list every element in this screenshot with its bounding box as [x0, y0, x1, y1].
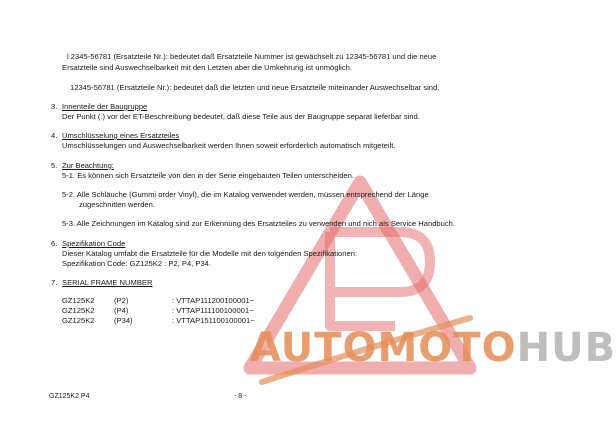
serial-row-2-model: GZ125K2: [62, 306, 95, 315]
section-5-title: Zur Beachtung:: [62, 161, 114, 170]
section-6-number: 6.: [51, 239, 58, 248]
page-number: - 8 -: [234, 393, 247, 400]
serial-row-1-model: GZ125K2: [62, 296, 95, 305]
serial-row-2-code: (P4): [114, 306, 129, 315]
intro-line-3: 12345-56781 (Ersatzteile Nr.): bedeutet daß die letzten und neue Ersatzteile miteinander Auswechselbar sind.: [70, 83, 440, 92]
section-7-number: 7.: [51, 278, 58, 287]
watermark-text: [250, 325, 616, 371]
serial-row-3-model: GZ125K2: [62, 316, 95, 325]
serial-row-2-serial: : VTTAP111100100001~: [172, 306, 254, 315]
intro-line-2: Ersatzteile sind Auswechselbarkeit mit den Letzten aber die Umkehrung ist unmöglich.: [62, 63, 352, 72]
section-4-number: 4.: [51, 131, 58, 140]
footer-model: GZ125K2 P4: [49, 393, 90, 400]
section-6-title: Spezifikation Code: [62, 239, 126, 248]
serial-row-1-code: (P2): [114, 296, 129, 305]
section-5-para-1: 5-1. Es können sich Ersatzteile von den in der Serie eingebauten Teilen unterscheiden.: [62, 171, 354, 180]
section-3-body: Der Punkt (.) vor der ET-Beschreibung bedeutet, daß diese Teile aus der Baugruppe separat lieferbar sind.: [62, 112, 420, 121]
section-5-number: 5.: [51, 161, 58, 170]
section-4-body: Umschlüsselungen und Auswechselbarkeit werden Ihnen soweit erforderlich automatisch mitgeteilt.: [62, 141, 396, 150]
watermark-hub: HUB: [516, 325, 616, 371]
watermark-auto: AUTO: [250, 325, 378, 371]
section-7-title: SERIAL FRAME NUMBER: [62, 278, 153, 287]
intro-line-1: l 2345-56781 (Ersatzteile Nr.): bedeutet daß Ersatzteile Nummer ist gewächselt zu 12345-56781 und die neue: [67, 52, 437, 61]
section-3-number: 3.: [51, 102, 58, 111]
section-3-title: Innenteile der Baugruppe: [62, 102, 148, 111]
watermark-moto: MOTO: [377, 325, 517, 371]
serial-row-3-code: (P34): [114, 316, 133, 325]
section-6-body-1: Dieser Katalog umfabt die Ersatzteile für die Modelle mit den tolgenden Spezifikationen:: [62, 249, 358, 258]
section-5-para-3: 5-3. Alle Zeichnungen im Katalog sind zur Erkennung des Ersatzteiles zu verwenden und nich als Service Handbuch.: [62, 219, 455, 228]
section-5-para-2b: zugeschnitten werden.: [79, 200, 155, 209]
serial-row-1-serial: : VTTAP111200100001~: [172, 296, 255, 305]
serial-row-3-serial: : VTTAP151100100001~: [172, 316, 255, 325]
section-5-para-2a: 5-2. Alle Schläuche (Gummi order Vinyl), die im Katalog verwendet werden, müssen entsprechend der Länge: [62, 190, 429, 199]
section-6-body-2: Spezifikation Code: GZ125K2 : P2, P4, P34.: [62, 259, 212, 268]
section-4-title: Umschlüsselung eines Ersatzteiles: [62, 131, 180, 140]
